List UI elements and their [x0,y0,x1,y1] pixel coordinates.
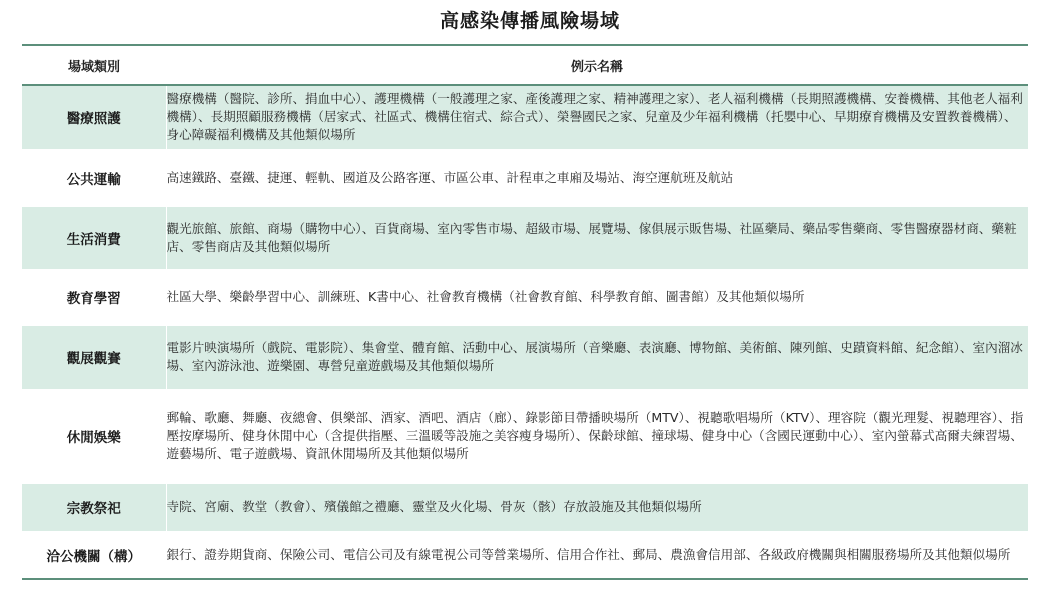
row-category: 生活消費 [22,206,166,269]
row-category: 公共運輸 [22,149,166,206]
row-category: 教育學習 [22,269,166,325]
row-category: 洽公機關（構） [22,531,166,579]
row-examples: 郵輪、歌廳、舞廳、夜總會、俱樂部、酒家、酒吧、酒店（廊）、錄影節目帶播映場所（MTV）、視聽歌唱場所（KTV）、理容院（觀光理髮、視聽理容）、指壓按摩場所、健身休閒中心（含提供指壓、三溫暖等設施之美容瘦身場所）、保齡球館、撞球場、健身中心（含國民運動中心）、室內螢幕式高爾夫練習場、遊藝場所、電子遊戲場、資訊休閒場所及其他類似場所 [166,389,1028,483]
row-category: 醫療照護 [22,85,166,149]
table-header-row [22,45,1028,85]
row-examples: 銀行、證券期貨商、保險公司、電信公司及有線電視公司等營業場所、信用合作社、郵局、農漁會信用部、各級政府機關與相關服務場所及其他類似場所 [166,531,1028,579]
table-row [22,149,1028,206]
row-category: 休閒娛樂 [22,389,166,483]
row-category: 觀展觀賽 [22,325,166,389]
column-header-examples: 例示名稱 [166,45,1028,85]
row-category: 宗教祭祀 [22,483,166,531]
column-header-category: 場域類別 [22,45,166,85]
table-row [22,531,1028,579]
row-examples: 寺院、宮廟、教堂（教會）、殯儀館之禮廳、靈堂及火化場、骨灰（骸）存放設施及其他類似場所 [166,483,1028,531]
table-row [22,269,1028,325]
row-examples: 社區大學、樂齡學習中心、訓練班、K書中心、社會教育機構（社會教育館、科學教育館、圖書館）及其他類似場所 [166,269,1028,325]
row-examples: 醫療機構（醫院、診所、捐血中心）、護理機構（一般護理之家、產後護理之家、精神護理之家）、老人福利機構（長期照護機構、安養機構、其他老人福利機構）、長期照顧服務機構（居家式、社區式、機構住宿式、綜合式）、榮譽國民之家、兒童及少年福利機構（托嬰中心、早期療育機構及安置教養機構）、身心障礙福利機構及其他類似場所 [166,85,1028,149]
row-examples: 觀光旅館、旅館、商場（購物中心）、百貨商場、室內零售市場、超級市場、展覽場、傢俱展示販售場、社區藥局、藥品零售藥商、零售醫療器材商、藥粧店、零售商店及其他類似場所 [166,206,1028,269]
table-row [22,85,1028,149]
table-row [22,389,1028,483]
row-examples: 高速鐵路、臺鐵、捷運、輕軌、國道及公路客運、市區公車、計程車之車廂及場站、海空運航班及航站 [166,149,1028,206]
table-row [22,483,1028,531]
page-title: 高感染傳播風險場域 [439,10,620,32]
table-row [22,325,1028,389]
venue-table [22,44,1028,580]
table-row [22,206,1028,269]
row-examples: 電影片映演場所（戲院、電影院）、集會堂、體育館、活動中心、展演場所（音樂廳、表演廳、博物館、美術館、陳列館、史蹟資料館、紀念館）、室內溜冰場、室內游泳池、遊樂園、專營兒童遊戲場及其他類似場所 [166,325,1028,389]
